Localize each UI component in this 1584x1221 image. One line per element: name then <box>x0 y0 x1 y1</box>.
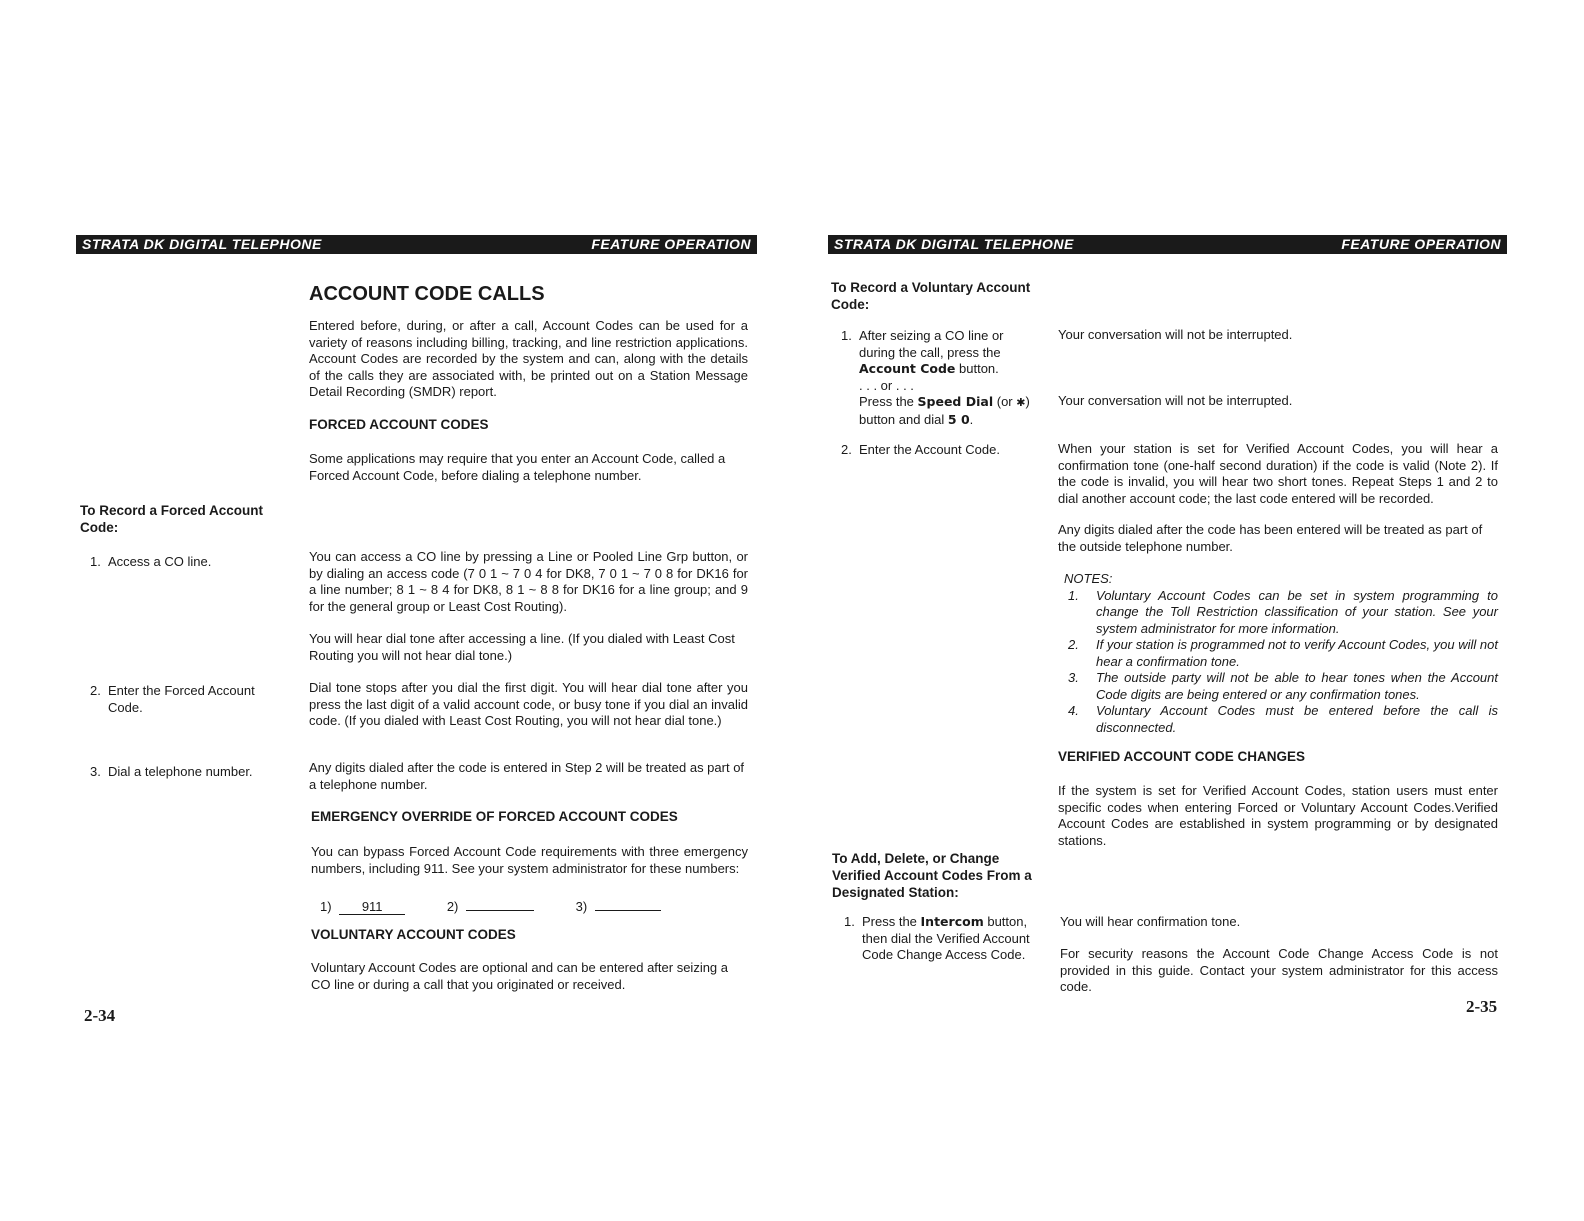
emergency-number-2-value <box>466 895 534 911</box>
voluntary-step-2-result-2: Any digits dialed after the code has been entered will be treated as part of the outside telephone number. <box>1058 522 1483 554</box>
emergency-number-1-label: 1) <box>320 899 332 914</box>
step-1-label: 1. Access a CO line. <box>90 554 212 569</box>
header-left-title: STRATA DK DIGITAL TELEPHONE <box>834 236 1074 252</box>
forced-record-heading: To Record a Forced Account Code: <box>80 503 264 535</box>
notes-title: NOTES: <box>1064 571 1113 586</box>
page-number: 2-34 <box>84 1006 116 1025</box>
voluntary-step-2: 2. Enter the Account Code. <box>841 442 1000 457</box>
voluntary-text: Voluntary Account Codes are optional and can be entered after seizing a CO line or during a call that you originated or received. <box>311 960 729 992</box>
account-code-key: Account Code <box>859 361 956 376</box>
emergency-number-2-label: 2) <box>446 899 459 914</box>
step-1-desc-2: You will hear dial tone after accessing a line. (If you dialed with Least Cost Routing you will not hear dial tone.) <box>309 631 735 663</box>
step-2-desc: Dial tone stops after you dial the first digit. You will hear dial tone after you press the last digit of a valid account code, or busy tone if you dial an invalid code. (If you dialed with Least Cost Routing, you will not hear dial tone.) <box>309 680 748 728</box>
note-item: 3. The outside party will not be able to hear tones when the Account Code digits are being entered or any confirmation tones. <box>1068 670 1498 702</box>
emergency-number-3-value <box>595 895 661 911</box>
page-header-bar <box>76 235 757 254</box>
page-title: ACCOUNT CODE CALLS <box>309 283 545 305</box>
header-left-title: STRATA DK DIGITAL TELEPHONE <box>82 236 322 252</box>
header-right-title: FEATURE OPERATION <box>591 236 751 252</box>
emergency-numbers <box>320 895 661 915</box>
emergency-number-1-value: 911 <box>339 899 405 915</box>
forced-heading: FORCED ACCOUNT CODES <box>309 417 489 432</box>
add-delete-heading: To Add, Delete, or Change Verified Account Codes From a Designated Station: <box>832 851 1032 900</box>
step-2-label: 2. Enter the Forced Account Code. <box>90 683 255 715</box>
notes-block <box>1064 571 1498 736</box>
voluntary-heading: VOLUNTARY ACCOUNT CODES <box>311 927 516 942</box>
voluntary-step-1: 1. After seizing a CO line or during the call, press the Account Code button. . . . or . . . Press the Speed Dial (or ✱) button and dial 5 0. <box>841 328 1030 427</box>
voluntary-step-1-result-alt: Your conversation will not be interrupted. <box>1058 393 1293 408</box>
add-step-1-result: You will hear confirmation tone. <box>1060 914 1241 929</box>
note-item: 1. Voluntary Account Codes can be set in system programming to change the Toll Restriction classification of your station. See your system administrator for more information. <box>1068 587 1498 636</box>
voluntary-step-2-result: When your station is set for Verified Account Codes, you will hear a confirmation tone (one-half second duration) if the code is valid (Note 2). If the code is invalid, you will hear two short tones. Repeat Steps 1 and 2 to dial another account code; the last code entered will be recorded. <box>1058 441 1498 506</box>
note-item: 4. Voluntary Account Codes must be entered before the call is disconnected. <box>1068 703 1498 735</box>
add-step-1-result-2: For security reasons the Account Code Change Access Code is not provided in this guide. Contact your system administrator for this access code. <box>1060 946 1498 994</box>
page-number: 2-35 <box>1466 997 1498 1016</box>
star-key-icon: ✱ <box>1016 396 1026 409</box>
note-item: 2. If your station is programmed not to verify Account Codes, you will not hear a confirmation tone. <box>1068 637 1498 669</box>
page-header-bar <box>828 235 1507 254</box>
speed-dial-key: Speed Dial <box>917 394 994 409</box>
voluntary-step-1-result: Your conversation will not be interrupted. <box>1058 327 1293 342</box>
step-3-label: 3. Dial a telephone number. <box>90 764 253 779</box>
emergency-number-3-label: 3) <box>575 899 588 914</box>
step-3-desc: Any digits dialed after the code is entered in Step 2 will be treated as part of a telephone number. <box>309 760 745 792</box>
header-right-title: FEATURE OPERATION <box>1341 236 1501 252</box>
emergency-heading: EMERGENCY OVERRIDE OF FORCED ACCOUNT CODES <box>311 809 678 824</box>
intro-paragraph: Entered before, during, or after a call, Account Codes can be used for a variety of reasons including billing, tracking, and line restriction applications. Account Codes are recorded by the system and can, along with the details of the calls they are associated with, be printed out on a Station Message Detail Recording (SMDR) report. <box>309 318 748 399</box>
right-page <box>792 0 1584 1221</box>
forced-intro: Some applications may require that you enter an Account Code, called a Forced Account Code, before dialing a telephone number. <box>309 451 726 483</box>
verified-heading: VERIFIED ACCOUNT CODE CHANGES <box>1058 749 1306 764</box>
record-voluntary-heading: To Record a Voluntary Account Code: <box>831 280 1031 312</box>
verified-text: If the system is set for Verified Account Codes, station users must enter specific codes when entering Forced or Voluntary Account Codes.Verified Account Codes are established in system programming or by designated stations. <box>1058 783 1498 848</box>
step-1-desc: You can access a CO line by pressing a Line or Pooled Line Grp button, or by dialing an access code (7 0 1 ~ 7 0 4 for DK8, 7 0 1 ~ 7 0 8 for DK16 for a line number; 8 1 ~ 8 4 for DK8, 8 1 ~ 8 8 for DK16 for a line group; and 9 for the general group or Least Cost Routing). <box>309 549 748 614</box>
emergency-text: You can bypass Forced Account Code requirements with three emergency numbers, including 911. See your system administrator for these numbers: <box>311 844 748 876</box>
intercom-key: Intercom <box>920 914 984 929</box>
add-step-1: 1. Press the Intercom button, then dial the Verified Account Code Change Access Code. <box>844 914 1030 962</box>
